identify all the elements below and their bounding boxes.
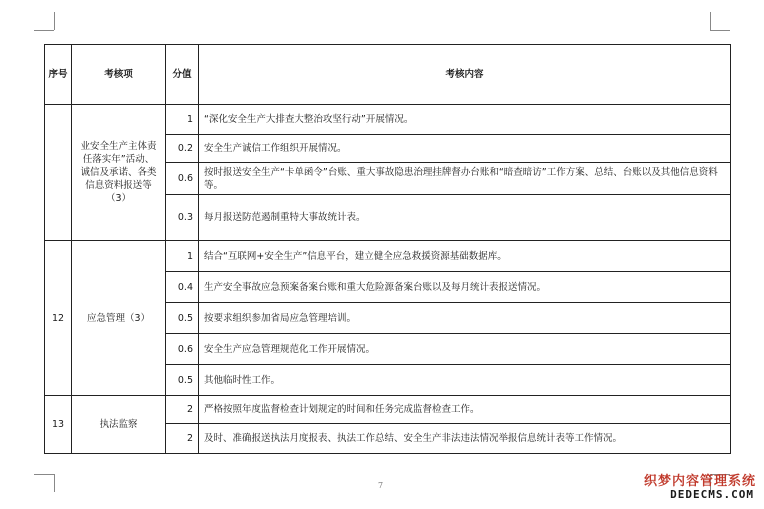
header-score: 分值 <box>166 45 199 105</box>
content-cell: 按要求组织参加省局应急管理培训。 <box>199 303 731 334</box>
content-cell: 结合“互联网+安全生产”信息平台，建立健全应急救援资源基础数据库。 <box>199 241 731 272</box>
score-cell: 0.6 <box>166 334 199 365</box>
score-cell: 0.2 <box>166 135 199 163</box>
score-cell: 0.4 <box>166 272 199 303</box>
row-number: 12 <box>45 241 72 396</box>
table-row <box>45 105 731 135</box>
watermark-cn: 织梦内容管理系统 <box>643 474 756 489</box>
content-cell: 生产安全事故应急预案备案台账和重大危险源备案台账以及每月统计表报送情况。 <box>199 272 731 303</box>
page-number: 7 <box>378 481 384 490</box>
score-cell: 0.5 <box>166 365 199 396</box>
content-cell: “深化安全生产大排查大整治攻坚行动”开展情况。 <box>199 105 731 135</box>
content-cell: 及时、准确报送执法月度报表、执法工作总结、安全生产非法违法情况举报信息统计表等工作情况。 <box>199 424 731 454</box>
row-number: 13 <box>45 396 72 454</box>
assessment-table <box>44 44 731 454</box>
header-no: 序号 <box>45 45 72 105</box>
score-cell: 2 <box>166 396 199 424</box>
score-cell: 0.6 <box>166 163 199 195</box>
assessment-item: 执法监察 <box>72 396 166 454</box>
score-cell: 1 <box>166 105 199 135</box>
content-cell: 安全生产诚信工作组织开展情况。 <box>199 135 731 163</box>
table-row <box>45 396 731 424</box>
watermark-en: DEDECMS.COM <box>670 488 754 501</box>
header-item: 考核项 <box>72 45 166 105</box>
table-row <box>45 241 731 272</box>
score-cell: 2 <box>166 424 199 454</box>
score-cell: 1 <box>166 241 199 272</box>
score-cell: 0.5 <box>166 303 199 334</box>
score-cell: 0.3 <box>166 195 199 241</box>
content-cell: 安全生产应急管理规范化工作开展情况。 <box>199 334 731 365</box>
assessment-item: 应急管理（3） <box>72 241 166 396</box>
content-cell: 其他临时性工作。 <box>199 365 731 396</box>
content-cell: 严格按照年度监督检查计划规定的时间和任务完成监督检查工作。 <box>199 396 731 424</box>
content-cell: 按时报送安全生产“卡单函令”台账、重大事故隐患治理挂牌督办台账和“暗查暗访”工作方案、总结、台账以及其他信息资料等。 <box>199 163 731 195</box>
table-header-row <box>45 45 731 105</box>
content-cell: 每月报送防范遏制重特大事故统计表。 <box>199 195 731 241</box>
assessment-item: 业安全生产主体责任落实年”活动、诚信及承诺、各类信息资料报送等（3） <box>72 105 166 241</box>
header-content: 考核内容 <box>199 45 731 105</box>
row-number <box>45 105 72 241</box>
